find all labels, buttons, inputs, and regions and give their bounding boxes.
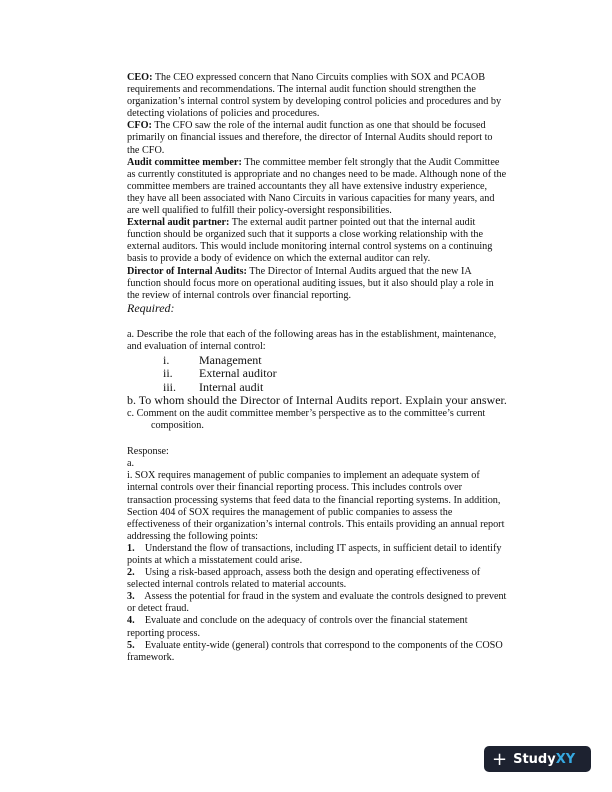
roman-item: iii. Internal audit (163, 379, 264, 394)
audit-committee-paragraph (127, 157, 507, 217)
external-partner-label: External audit partner: (127, 217, 230, 229)
ceo-text: The CEO expressed concern that Nano Circuits complies with SOX and PCAOB requirements and recommendations. The internal audit function should strengthen the organization’s internal control system by developing control policies and procedures and by detecting violations of policies and procedures. (127, 72, 502, 120)
response-a-label: a. (127, 458, 135, 470)
response-point: 4. Evaluate and conclude on the adequacy of controls over the financial statement reporting process. (127, 615, 471, 639)
required-heading: Required: (127, 300, 175, 315)
roman-item: ii. External auditor (163, 366, 277, 381)
ceo-label: CEO: (127, 72, 153, 83)
studyxy-badge[interactable] (484, 746, 591, 772)
external-partner-text: The external audit partner pointed out that the internal audit function should be organized such that it supports a close working relationship with the external auditors. This would include monitoring internal control systems on a continuing basis to provide a body of evidence on which the external auditor can rely. (127, 217, 493, 265)
spacer (127, 315, 507, 329)
document-page (127, 72, 507, 664)
cfo-label: CFO: (127, 120, 152, 132)
director-paragraph (127, 266, 507, 302)
response-point: 1. Understand the flow of transactions, including IT aspects, in sufficient detail to identify points at which a misstatement could arise. (127, 542, 505, 566)
director-label: Director of Internal Audits: (127, 265, 247, 277)
cfo-text: The CFO saw the role of the internal audit function as one that should be focused primarily on financial issues and therefore, the director of Internal Audits should report to the CFO. (127, 120, 493, 156)
plus-icon: + (492, 748, 508, 770)
question-c: c. Comment on the audit committee member’s perspective as to the committee’s current composition. (127, 407, 486, 432)
audit-committee-label: Audit committee member: (127, 156, 242, 168)
ceo-paragraph (127, 72, 507, 120)
response-intro: i. SOX requires management of public companies to implement an adequate system of internal controls over their financial reporting process. This includes controls over transaction processing systems that feed data to the financial reporting systems. In addition, Section 404 of SOX requires the management of public companies to assess the effectiveness of their organization’s internal controls. This entails providing an annual report addressing the following points: (127, 470, 505, 542)
director-text: The Director of Internal Audits argued that the new IA function should focus more on operational auditing issues, but it also should play a role in the review of internal controls over financial reporting. (127, 265, 494, 301)
brand-part1: Study (513, 751, 556, 767)
spacer (127, 432, 507, 446)
audit-committee-text: The committee member felt strongly that the Audit Committee as currently constituted is appropriate and no changes need to be made. Although none of the committee members are trained accountants they all have extensive industry experience, they have all been associated with Nano Circuits in various capacities for many years, and are well qualified to fulfill their policy-oversight responsibilities. (127, 156, 507, 217)
external-partner-paragraph (127, 217, 507, 265)
question-a: a. Describe the role that each of the following areas has in the establishment, maintenance, and evaluation of internal control: (127, 329, 497, 353)
response-point: 3. Assess the potential for fraud in the system and evaluate the controls designed to prevent or detect fraud. (127, 591, 509, 615)
brand-part2: XY (555, 751, 576, 767)
cfo-paragraph (127, 120, 507, 156)
roman-item: i. Management (163, 352, 262, 367)
response-heading: Response: (127, 446, 169, 458)
response-point: 2. Using a risk-based approach, assess both the design and operating effectiveness of selected internal controls related to material accounts. (127, 567, 483, 591)
question-b: b. To whom should the Director of Internal Audits report. Explain your answer. (127, 393, 507, 408)
response-point: 5. Evaluate entity-wide (general) controls that correspond to the components of the COSO framework. (127, 639, 506, 663)
